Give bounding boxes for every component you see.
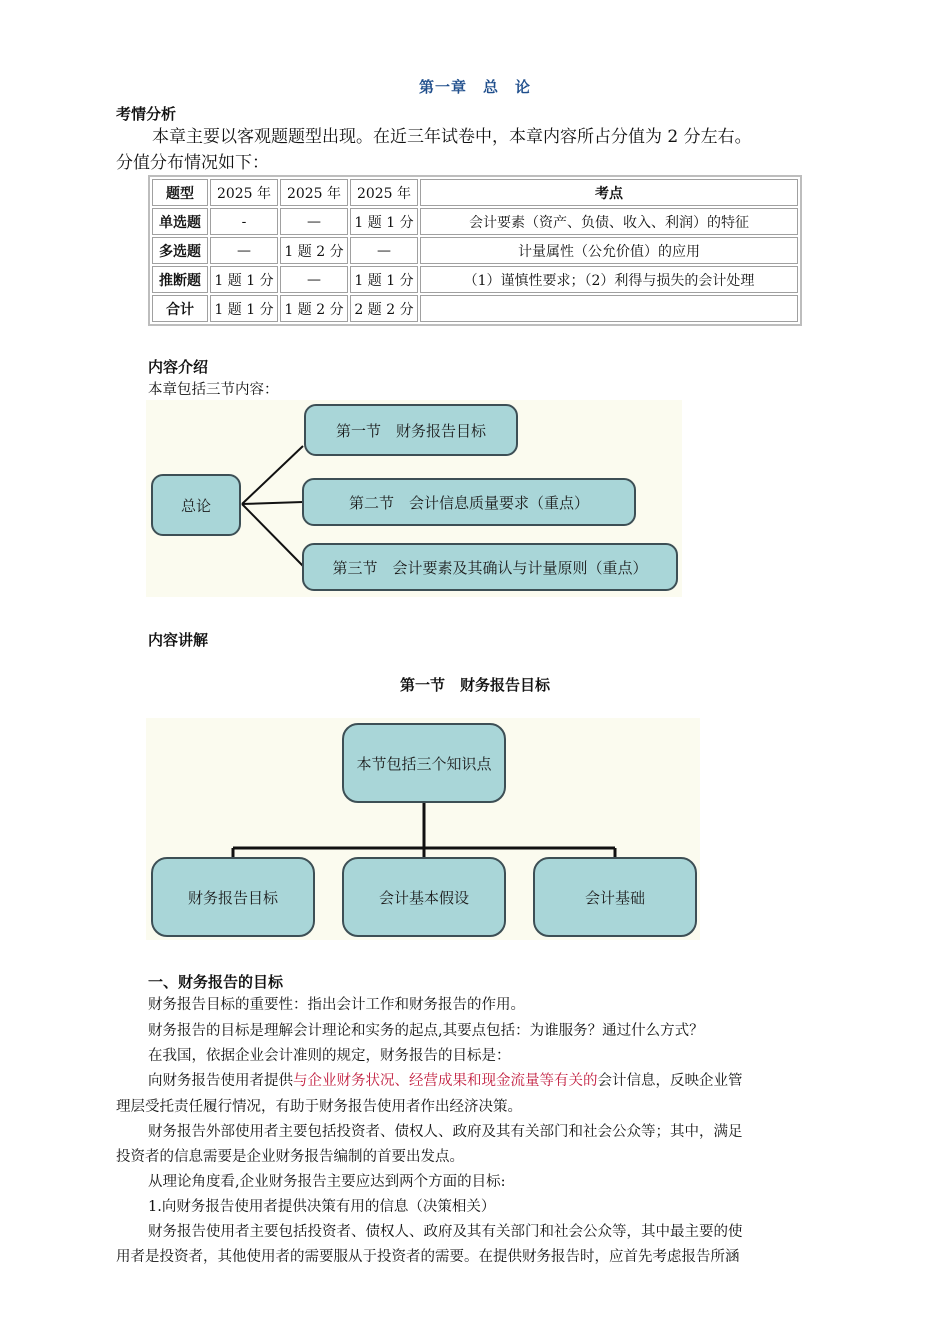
section-structure-diagram (146, 718, 700, 940)
exam-intro-line1: 本章主要以客观题题型出现。在近三年试卷中，本章内容所占分值为 2 分左右。 (152, 127, 752, 147)
paragraph: 用者是投资者，其他使用者的需要服从于投资者的需要。在提供财务报告时，应首先考虑报告所涵 (116, 1249, 740, 1265)
exam-intro-line2: 分值分布情况如下： (116, 153, 269, 173)
table-header-cell: 考点 (420, 179, 798, 206)
connector-line (242, 446, 303, 504)
sub-heading: 一、财务报告的目标 (148, 973, 284, 991)
paragraph: 财务报告的目标是理解会计理论和实务的起点,其要点包括：为谁服务？通过什么方式？ (148, 1023, 704, 1039)
table-cell: — (280, 266, 348, 293)
paragraph: 1.向财务报告使用者提供决策有用的信息（决策相关） (148, 1199, 496, 1215)
table-row (152, 237, 798, 264)
chapter-structure-diagram (146, 400, 682, 597)
paragraph (148, 1069, 743, 1094)
diagram-section-3-box: 第三节 会计要素及其确认与计量原则（重点） (302, 543, 678, 591)
table-header-cell: 2025 年 (280, 179, 348, 206)
content-intro-text: 本章包括三节内容： (148, 382, 279, 398)
table-header-cell: 2025 年 (210, 179, 278, 206)
paragraph: 理层受托责任履行情况，有助于财务报告使用者作出经济决策。 (116, 1099, 522, 1115)
table-cell: 单选题 (152, 208, 208, 235)
table-cell: — (350, 237, 418, 264)
diagram-point-2-box: 会计基本假设 (342, 857, 506, 937)
table-cell: 合计 (152, 295, 208, 322)
diagram-point-1-box: 财务报告目标 (151, 857, 315, 937)
diagram-root-box: 总论 (151, 474, 241, 536)
table-cell: 1 题 1 分 (350, 266, 418, 293)
paragraph: 财务报告外部使用者主要包括投资者、债权人、政府及其有关部门和社会公众等；其中，满足 (148, 1124, 743, 1140)
paragraph: 财务报告使用者主要包括投资者、债权人、政府及其有关部门和社会公众等，其中最主要的使 (148, 1224, 743, 1240)
table-cell: （1）谨慎性要求；（2）利得与损失的会计处理 (420, 266, 798, 293)
table-cell: 1 题 1 分 (210, 295, 278, 322)
diagram-root-box: 本节包括三个知识点 (342, 723, 506, 803)
diagram-section-1-box: 第一节 财务报告目标 (304, 404, 518, 456)
table-cell (420, 295, 798, 322)
table-cell: 1 题 1 分 (210, 266, 278, 293)
text-run: 会计信息，反映企业管 (597, 1073, 743, 1089)
table-cell: 计量属性（公允价值）的应用 (420, 237, 798, 264)
table-cell: — (210, 237, 278, 264)
paragraph: 从理论角度看,企业财务报告主要应达到两个方面的目标: (148, 1174, 506, 1190)
table-row (152, 266, 798, 293)
table-header-cell: 2025 年 (350, 179, 418, 206)
diagram-point-3-box: 会计基础 (533, 857, 697, 937)
table-cell: 1 题 2 分 (280, 295, 348, 322)
table-header-cell: 题型 (152, 179, 208, 206)
table-cell: 1 题 2 分 (280, 237, 348, 264)
paragraph: 财务报告目标的重要性：指出会计工作和财务报告的作用。 (148, 997, 525, 1013)
content-explain-heading: 内容讲解 (148, 631, 209, 649)
table-row (152, 208, 798, 235)
paragraph: 投资者的信息需要是企业财务报告编制的首要出发点。 (116, 1149, 464, 1165)
content-intro-heading: 内容介绍 (148, 358, 209, 376)
table-cell: 多选题 (152, 237, 208, 264)
paragraph: 在我国，依据企业会计准则的规定，财务报告的目标是： (148, 1048, 511, 1064)
connector-line (242, 502, 303, 504)
table-row (152, 295, 798, 322)
table-cell: 会计要素（资产、负债、收入、利润）的特征 (420, 208, 798, 235)
chapter-title: 第一章 总 论 (418, 78, 531, 96)
diagram-section-2-box: 第二节 会计信息质量要求（重点） (302, 478, 636, 526)
connector-line (242, 504, 303, 566)
highlighted-text: 与企业财务状况、经营成果和现金流量等有关的 (293, 1073, 598, 1089)
text-run: 向财务报告使用者提供 (148, 1073, 293, 1089)
table-cell: — (280, 208, 348, 235)
table-cell: 1 题 1 分 (350, 208, 418, 235)
section-title: 第一节 财务报告目标 (399, 676, 550, 694)
table-cell: 2 题 2 分 (350, 295, 418, 322)
table-header-row (152, 179, 798, 206)
exam-analysis-heading: 考情分析 (116, 105, 177, 123)
table-cell: 推断题 (152, 266, 208, 293)
table-cell: - (210, 208, 278, 235)
score-distribution-table (148, 175, 802, 326)
